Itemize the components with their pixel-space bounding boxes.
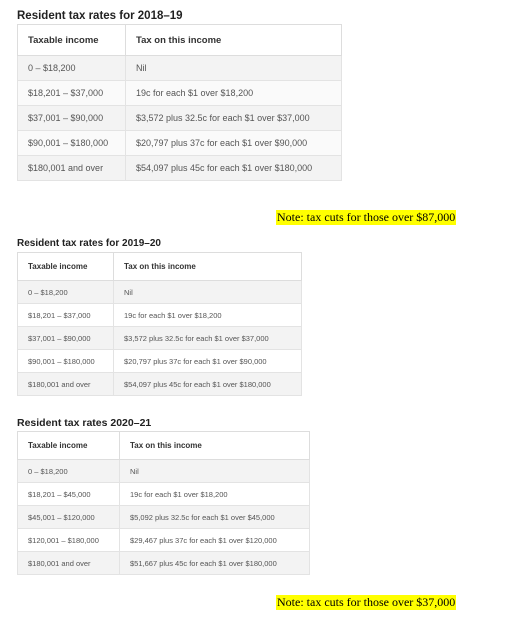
table-row	[18, 131, 342, 156]
table-header-row	[18, 253, 302, 281]
table-header-row	[18, 432, 310, 460]
table-row	[18, 81, 342, 106]
column-header-taxable-income: Taxable income	[18, 432, 120, 460]
table-row	[18, 327, 302, 350]
table-header-row	[18, 25, 342, 56]
table-row	[18, 281, 302, 304]
table-row	[18, 483, 310, 506]
income-cell: $18,201 – $37,000	[18, 304, 114, 327]
income-cell: $180,001 and over	[18, 373, 114, 396]
income-cell: $37,001 – $90,000	[18, 106, 126, 131]
highlighted-note: Note: tax cuts for those over $87,000	[277, 210, 456, 224]
tax-table-2018-19	[17, 10, 342, 181]
table-title: Resident tax rates for 2018–19	[17, 10, 183, 22]
income-cell: $18,201 – $45,000	[18, 483, 120, 506]
table-row	[18, 106, 342, 131]
highlighted-note: Note: tax cuts for those over $37,000	[277, 595, 456, 609]
table-row	[18, 304, 302, 327]
column-header-tax: Tax on this income	[120, 432, 310, 460]
tax-cell: 19c for each $1 over $18,200	[120, 483, 310, 506]
table-row	[18, 506, 310, 529]
table-row	[18, 529, 310, 552]
tax-cell: Nil	[120, 460, 310, 483]
table-row	[18, 56, 342, 81]
tax-cell: Nil	[126, 56, 342, 81]
tax-cell: $3,572 plus 32.5c for each $1 over $37,000	[114, 327, 302, 350]
tax-cell: $3,572 plus 32.5c for each $1 over $37,000	[126, 106, 342, 131]
income-cell: $45,001 – $120,000	[18, 506, 120, 529]
tax-cell: Nil	[114, 281, 302, 304]
column-header-taxable-income: Taxable income	[18, 253, 114, 281]
income-cell: $90,001 – $180,000	[18, 350, 114, 373]
income-cell: $180,001 and over	[18, 156, 126, 181]
table-row	[18, 373, 302, 396]
income-cell: $90,001 – $180,000	[18, 131, 126, 156]
income-cell: $37,001 – $90,000	[18, 327, 114, 350]
column-header-tax: Tax on this income	[126, 25, 342, 56]
tax-table-2019-20	[17, 238, 302, 396]
table-title: Resident tax rates for 2019–20	[17, 238, 161, 249]
income-cell: 0 – $18,200	[18, 281, 114, 304]
tax-cell: $29,467 plus 37c for each $1 over $120,000	[120, 529, 310, 552]
income-cell: $18,201 – $37,000	[18, 81, 126, 106]
column-header-taxable-income: Taxable income	[18, 25, 126, 56]
tax-rates-table	[17, 252, 302, 396]
tax-cell: $5,092 plus 32.5c for each $1 over $45,000	[120, 506, 310, 529]
income-cell: 0 – $18,200	[18, 460, 120, 483]
table-row	[18, 552, 310, 575]
tax-cell: $51,667 plus 45c for each $1 over $180,000	[120, 552, 310, 575]
tax-rates-table	[17, 24, 342, 181]
tax-cell: 19c for each $1 over $18,200	[126, 81, 342, 106]
tax-rates-table	[17, 431, 310, 575]
table-title: Resident tax rates 2020–21	[17, 417, 152, 429]
income-cell: $120,001 – $180,000	[18, 529, 120, 552]
tax-cell: 19c for each $1 over $18,200	[114, 304, 302, 327]
tax-cell: $54,097 plus 45c for each $1 over $180,000	[126, 156, 342, 181]
tax-table-2020-21	[17, 417, 310, 575]
income-cell: $180,001 and over	[18, 552, 120, 575]
table-row	[18, 156, 342, 181]
tax-cell: $20,797 plus 37c for each $1 over $90,000	[114, 350, 302, 373]
table-row	[18, 460, 310, 483]
income-cell: 0 – $18,200	[18, 56, 126, 81]
column-header-tax: Tax on this income	[114, 253, 302, 281]
tax-cell: $54,097 plus 45c for each $1 over $180,000	[114, 373, 302, 396]
table-row	[18, 350, 302, 373]
tax-cell: $20,797 plus 37c for each $1 over $90,000	[126, 131, 342, 156]
